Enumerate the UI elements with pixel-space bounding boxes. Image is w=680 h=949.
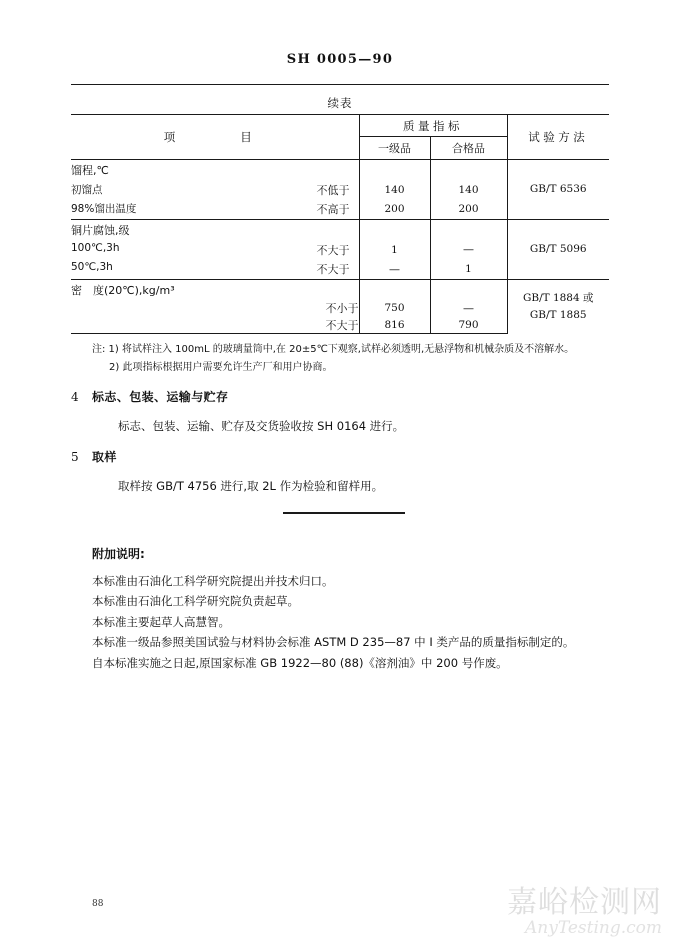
- appendix-line-5: 自本标准实施之日起,原国家标准 GB 1922—80 (88)《溶剂油》中 200 号作废。: [92, 655, 508, 670]
- appendix-section: [92, 545, 612, 673]
- value-first-grade: 200: [359, 200, 430, 220]
- appendix-title: 附加说明:: [92, 547, 145, 561]
- value-qualified-grade: 200: [430, 200, 507, 220]
- group-spacer-first: [359, 280, 430, 300]
- group-name-density: 密 度(20℃),kg/m³: [71, 280, 359, 300]
- watermark-domain-text: AnyTesting.com: [524, 918, 662, 938]
- clause-number: 5: [71, 450, 80, 464]
- header-grade-qualified: 合格品: [430, 137, 507, 160]
- table-header-row-1: [71, 115, 609, 137]
- row-qualifier-min: 不小于: [325, 302, 359, 315]
- row-qualifier: 不大于: [316, 263, 350, 277]
- row-label-98pct-distillate-temp: [71, 200, 359, 220]
- row-text: 100℃,3h: [71, 241, 120, 254]
- row-text: 98%馏出温度: [71, 203, 137, 216]
- clause-body: 取样按 GB/T 4756 进行,取 2L 作为检验和留样用。: [118, 479, 384, 493]
- table-note-2: 2) 此项指标根据用户需要允许生产厂和用户协商。: [109, 361, 333, 373]
- running-head: SH 0005—90: [286, 52, 394, 67]
- table-notes: [92, 341, 612, 376]
- row-qualifier: 不高于: [316, 203, 350, 217]
- row-text: 50℃,3h: [71, 261, 113, 274]
- value-qualified-grade: 1: [430, 260, 507, 280]
- clause-heading: [71, 448, 611, 465]
- top-divider-rule: [71, 84, 609, 85]
- value-first-grade: —: [359, 260, 430, 280]
- clause-heading: [71, 388, 611, 405]
- clause-title: 标志、包装、运输与贮存: [92, 390, 229, 404]
- row-label-50c-3h: [71, 260, 359, 280]
- method-density: [507, 280, 609, 334]
- group-spacer-qualified: [430, 220, 507, 240]
- row-text: 初馏点: [71, 183, 103, 196]
- group-spacer-first: [359, 220, 430, 240]
- group-spacer-first: [359, 160, 430, 180]
- value-first-grade: 750: [359, 300, 430, 317]
- clause-sampling: [71, 448, 611, 494]
- watermark: [507, 885, 662, 939]
- value-first-grade: 1: [359, 240, 430, 260]
- header-item: 项 目: [71, 115, 359, 160]
- watermark-chinese-text: 嘉峪检测网: [507, 885, 662, 920]
- clause-number: 4: [71, 390, 80, 404]
- row-qualifier-max: 不大于: [71, 317, 359, 334]
- table-row: [71, 160, 609, 180]
- value-first-grade: 140: [359, 180, 430, 200]
- table-row: [71, 280, 609, 300]
- appendix-line-1: 本标准由石油化工科学研究院提出并技术归口。: [92, 574, 334, 588]
- header-test-method: 试验方法: [507, 115, 609, 160]
- method-density-line2: GB/T 1885: [529, 308, 587, 321]
- group-name-distillation: 馏程,℃: [71, 160, 359, 180]
- appendix-line-4: 本标准一级品参照美国试验与材料协会标准 ASTM D 235—87 中 I 类产品的质量指标制定的。: [92, 635, 575, 650]
- method-copper-corrosion: GB/T 5096: [507, 220, 609, 280]
- value-qualified-grade: 140: [430, 180, 507, 200]
- group-spacer-qualified: [430, 280, 507, 300]
- row-label-100c-3h: [71, 240, 359, 260]
- method-density-line1: GB/T 1884 或: [522, 292, 594, 305]
- value-qualified-grade: —: [430, 240, 507, 260]
- appendix-line-3: 本标准主要起草人高慧智。: [92, 614, 230, 629]
- row-label-initial-boiling-point: [71, 180, 359, 200]
- method-distillation: GB/T 6536: [507, 160, 609, 220]
- clause-marking-packaging: [71, 388, 611, 434]
- group-spacer-qualified: [430, 160, 507, 180]
- group-name-copper-corrosion: 铜片腐蚀,级: [71, 220, 359, 240]
- continued-table-label: 续表: [327, 96, 353, 110]
- row-qualifier: 不大于: [316, 243, 350, 257]
- header-quality-index: 质量指标: [359, 115, 507, 137]
- clause-body: 标志、包装、运输、贮存及交货验收按 SH 0164 进行。: [118, 419, 405, 433]
- value-qualified-grade: 790: [430, 317, 507, 334]
- clause-title: 取样: [92, 450, 117, 464]
- section-divider-rule: [283, 512, 405, 514]
- page-number: 88: [92, 899, 104, 909]
- table-note-1: 注: 1) 将试样注入 100mL 的玻璃量筒中,在 20±5℃下观察,试样必须透明,无悬浮物和机械杂质及不溶解水。: [92, 344, 575, 355]
- row-qualifier: 不低于: [316, 183, 350, 197]
- value-first-grade: 816: [359, 317, 430, 334]
- value-qualified-grade: —: [430, 300, 507, 317]
- specification-table: [71, 114, 609, 334]
- appendix-line-2: 本标准由石油化工科学研究院负责起草。: [92, 594, 299, 609]
- header-grade-first: 一级品: [359, 137, 430, 160]
- table-row: [71, 220, 609, 240]
